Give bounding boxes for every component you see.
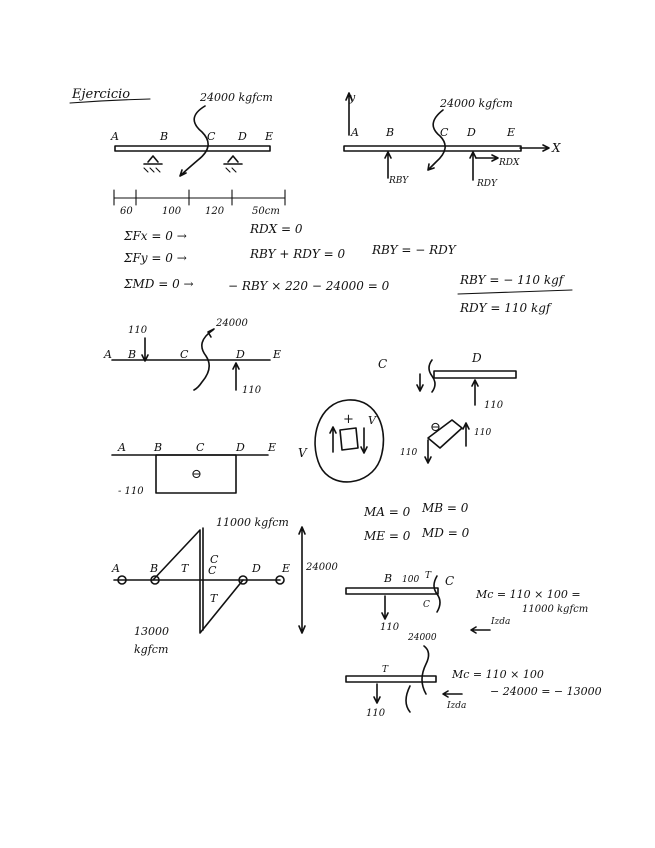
beam1-pin-support-d bbox=[224, 156, 242, 164]
calc1-mc-line2: 11000 kgfcm bbox=[522, 604, 589, 615]
moment-tension-bottom: T bbox=[210, 592, 218, 605]
fbd-moment-label: 24000 bbox=[216, 318, 248, 329]
beam2-label-e: E bbox=[507, 126, 516, 139]
fbd-right-force: 110 bbox=[242, 385, 262, 396]
sign-convention-down-arrow bbox=[361, 428, 367, 453]
calc1-label-c: C bbox=[445, 574, 455, 588]
fbd-left-arrow bbox=[142, 338, 148, 361]
eq2-rhs: RBY + RDY = 0 bbox=[250, 247, 346, 261]
result-rdy: RDY = 110 kgf bbox=[460, 301, 551, 315]
moment-boundary-values bbox=[363, 501, 470, 543]
calc2-moment-arrow bbox=[422, 646, 429, 694]
beam2-moment-arrow bbox=[428, 110, 445, 170]
moment-e: ME = 0 bbox=[364, 529, 411, 543]
shear-label-c: C bbox=[196, 441, 205, 454]
section-left-arrow bbox=[417, 374, 423, 391]
section-label-d: D bbox=[472, 351, 482, 365]
shear-element-down-arrow bbox=[425, 440, 431, 463]
calc-section-2 bbox=[346, 633, 602, 719]
beam1-label-c: C bbox=[207, 130, 216, 143]
result-divider bbox=[458, 290, 572, 294]
eq1-lhs: ΣFx = 0 → bbox=[124, 229, 187, 243]
sign-convention-plus: + bbox=[343, 412, 354, 427]
result-rby: RBY = − 110 kgf bbox=[460, 273, 564, 287]
section-beam bbox=[434, 371, 516, 378]
beam1-label-b: B bbox=[160, 130, 169, 143]
shear-element-right-force: 110 bbox=[474, 428, 492, 438]
beam1-moment-arrow bbox=[180, 106, 208, 176]
calc1-tension: T bbox=[425, 571, 432, 581]
shear-label-a: A bbox=[118, 441, 126, 454]
beam1-load-label: 24000 kgfcm bbox=[200, 91, 273, 104]
calc2-force-arrow bbox=[374, 684, 380, 703]
beam2-x-label: X bbox=[552, 141, 561, 155]
fbd-label-b: B bbox=[128, 348, 137, 361]
beam-1 bbox=[110, 91, 285, 217]
beam2-rby-label: RBY bbox=[389, 176, 409, 186]
shear-element-up-arrow bbox=[463, 423, 469, 446]
section-force: 110 bbox=[484, 400, 504, 411]
shear-diagram bbox=[112, 400, 491, 497]
calc1-mc-line1: Mc = 110 × 100 = bbox=[476, 588, 581, 601]
calc-section-1 bbox=[346, 571, 588, 633]
beam1-label-d: D bbox=[238, 130, 247, 143]
beam1-span-4: 50cm bbox=[252, 206, 280, 217]
beam2-load-label: 24000 kgfcm bbox=[440, 97, 513, 110]
calc1-note: Izda bbox=[491, 617, 511, 627]
beam-2 bbox=[344, 91, 561, 189]
calc2-note: Izda bbox=[447, 701, 467, 711]
calc2-tension: T bbox=[382, 665, 389, 675]
moment-tension-top: T bbox=[181, 562, 189, 575]
beam2-label-b: B bbox=[386, 126, 395, 139]
shear-element-left-force: 110 bbox=[400, 448, 418, 458]
calc1-force-arrow bbox=[382, 596, 388, 619]
eq2-lhs: ΣFy = 0 → bbox=[124, 251, 187, 265]
beam2-rdy-label: RDY bbox=[477, 179, 497, 189]
calc2-note-arrow bbox=[443, 691, 462, 697]
moment-top-value: 11000 kgfcm bbox=[216, 516, 289, 529]
calc2-mc-line1: Mc = 110 × 100 bbox=[452, 668, 544, 681]
shear-label-d: D bbox=[236, 441, 245, 454]
beam1-body bbox=[115, 146, 270, 151]
fbd-moment-arrowhead bbox=[208, 329, 214, 337]
calc2-force: 110 bbox=[366, 708, 386, 719]
moment-bottom-unit: kgfcm bbox=[134, 643, 169, 656]
moment-range-arrow bbox=[299, 527, 305, 633]
moment-label-c: C bbox=[208, 564, 217, 577]
beam2-y-label: y bbox=[349, 91, 356, 104]
calc2-moment: 24000 bbox=[408, 633, 437, 643]
beam2-x-axis bbox=[520, 145, 549, 151]
shear-label-e: E bbox=[268, 441, 277, 454]
sign-convention-up-arrow bbox=[330, 427, 336, 452]
fbd-label-d: D bbox=[236, 348, 245, 361]
beam1-ground-hatch bbox=[144, 168, 236, 172]
moment-label-a: A bbox=[112, 562, 120, 575]
shear-sign: ⊖ bbox=[191, 467, 202, 482]
fbd-right-arrow bbox=[233, 363, 239, 390]
calc1-label-b: B bbox=[384, 572, 393, 585]
moment-label-e: E bbox=[282, 562, 291, 575]
beam1-span-1: 60 bbox=[120, 206, 133, 217]
calc2-mc-line2: − 24000 = − 13000 bbox=[490, 685, 602, 698]
fbd-label-e: E bbox=[273, 348, 282, 361]
beam1-dimension-line bbox=[114, 190, 285, 205]
moment-bottom-value: 13000 bbox=[134, 625, 169, 638]
calc1-beam bbox=[346, 588, 438, 594]
fbd-label-a: A bbox=[104, 348, 112, 361]
calc1-compression: C bbox=[423, 600, 430, 610]
beam2-label-d: D bbox=[467, 126, 476, 139]
beam2-rdx-label: RDX bbox=[499, 158, 520, 168]
sign-convention-element bbox=[340, 428, 358, 450]
shear-value: - 110 bbox=[118, 486, 144, 497]
beam1-label-e: E bbox=[265, 130, 274, 143]
calc1-force: 110 bbox=[380, 622, 400, 633]
beam2-rby-arrow bbox=[385, 152, 391, 178]
eq3-rhs: − RBY × 220 − 24000 = 0 bbox=[228, 279, 390, 293]
moment-b: MB = 0 bbox=[422, 501, 469, 515]
beam2-rdx-arrow bbox=[476, 155, 498, 161]
shear-label-b: B bbox=[154, 441, 163, 454]
eq3-lhs: ΣMD = 0 → bbox=[124, 277, 194, 291]
moment-curve bbox=[153, 530, 243, 633]
fbd-label-c: C bbox=[180, 348, 189, 361]
moment-a: MA = 0 bbox=[364, 505, 411, 519]
free-body-diagram bbox=[103, 318, 281, 396]
moment-d: MD = 0 bbox=[422, 526, 470, 540]
shear-v-label: V bbox=[298, 446, 307, 460]
moment-range-value: 24000 bbox=[306, 562, 338, 573]
moment-label-b: B bbox=[150, 562, 159, 575]
beam1-pin-support-b bbox=[144, 156, 162, 164]
moment-compression-top: C bbox=[210, 553, 219, 566]
beam1-span-2: 100 bbox=[162, 206, 182, 217]
beam1-span-3: 120 bbox=[205, 206, 225, 217]
calc1-note-arrow bbox=[471, 627, 490, 633]
beam2-label-c: C bbox=[440, 126, 449, 139]
moment-diagram bbox=[111, 516, 338, 656]
section-up-arrow bbox=[472, 380, 478, 405]
equilibrium-equations bbox=[123, 222, 572, 315]
calc2-rotation-arrow bbox=[406, 686, 410, 712]
section-cut bbox=[378, 351, 516, 411]
section-label-c: C bbox=[378, 357, 388, 371]
shear-sign-2: ⊖ bbox=[430, 420, 441, 435]
eq2-side: RBY = − RDY bbox=[372, 243, 456, 257]
beam1-label-a: A bbox=[111, 130, 119, 143]
sign-convention-v: V bbox=[368, 414, 376, 427]
beam2-label-a: A bbox=[351, 126, 359, 139]
eq1-rhs: RDX = 0 bbox=[250, 222, 303, 236]
beam2-body bbox=[344, 146, 521, 151]
page-title: Ejercicio bbox=[72, 87, 131, 102]
fbd-left-force: 110 bbox=[128, 325, 148, 336]
moment-label-d: D bbox=[252, 562, 261, 575]
calc1-distance: 100 bbox=[402, 575, 420, 585]
beam2-rdy-arrow bbox=[470, 152, 476, 180]
